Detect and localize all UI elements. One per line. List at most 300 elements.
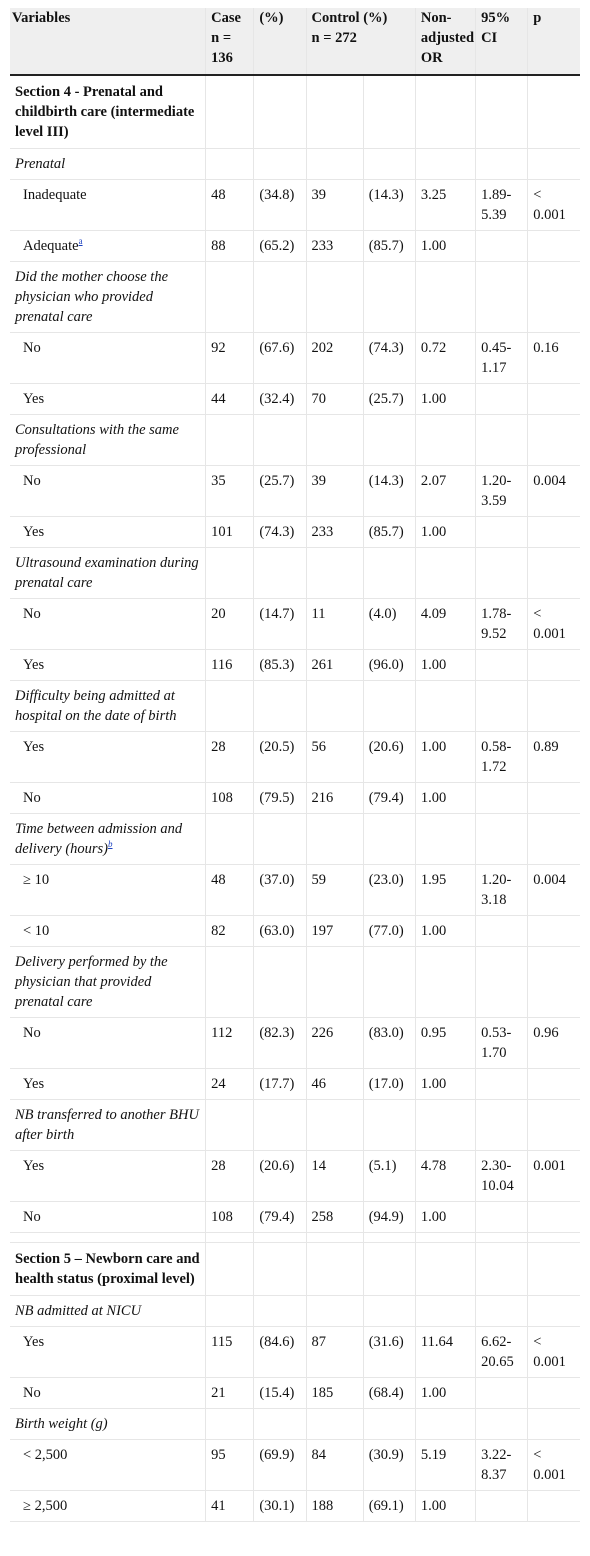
footnote-marker xyxy=(108,839,113,849)
category-label-text: Yes xyxy=(23,657,45,673)
odds-ratio: 1.95 xyxy=(415,865,475,916)
empty-cell xyxy=(476,149,528,180)
case-n: 28 xyxy=(206,1151,254,1202)
confidence-interval xyxy=(476,1491,528,1522)
table-row xyxy=(10,333,580,384)
footnote-marker xyxy=(79,236,83,246)
control-n: 233 xyxy=(306,231,363,262)
variable-group-row xyxy=(10,415,580,466)
control-pct: (94.9) xyxy=(363,1202,415,1233)
empty-cell xyxy=(415,548,475,599)
empty-cell xyxy=(306,1409,363,1440)
confidence-interval xyxy=(476,231,528,262)
table-row xyxy=(10,1069,580,1100)
confidence-interval: 0.45-1.17 xyxy=(476,333,528,384)
header-variables: Variables xyxy=(10,8,206,75)
table-row xyxy=(10,1018,580,1069)
p-value: 0.004 xyxy=(528,865,580,916)
case-n: 116 xyxy=(206,650,254,681)
odds-ratio: 1.00 xyxy=(415,732,475,783)
variable-group-row xyxy=(10,1296,580,1327)
header-or: Non- adjusted OR xyxy=(415,8,475,75)
empty-cell xyxy=(206,814,254,865)
variable-group-row xyxy=(10,262,580,333)
empty-cell xyxy=(306,75,363,149)
variable-group-label xyxy=(10,262,206,333)
empty-cell xyxy=(254,149,306,180)
case-pct: (79.4) xyxy=(254,1202,306,1233)
category-label xyxy=(10,180,206,231)
confidence-interval: 3.22-8.37 xyxy=(476,1440,528,1491)
case-pct: (14.7) xyxy=(254,599,306,650)
empty-cell xyxy=(415,1233,475,1243)
control-n: 46 xyxy=(306,1069,363,1100)
control-pct: (85.7) xyxy=(363,231,415,262)
empty-cell xyxy=(476,1233,528,1243)
variable-group-row xyxy=(10,149,580,180)
case-pct: (32.4) xyxy=(254,384,306,415)
confidence-interval xyxy=(476,916,528,947)
footnote-link[interactable]: a xyxy=(78,236,83,247)
results-table xyxy=(10,8,580,1522)
case-pct: (37.0) xyxy=(254,865,306,916)
category-label xyxy=(10,783,206,814)
category-label xyxy=(10,865,206,916)
empty-cell xyxy=(415,415,475,466)
empty-cell xyxy=(306,1243,363,1296)
empty-cell xyxy=(206,149,254,180)
variable-group-label xyxy=(10,1409,206,1440)
empty-cell xyxy=(363,814,415,865)
control-pct: (96.0) xyxy=(363,650,415,681)
empty-cell xyxy=(415,1243,475,1296)
p-value: < 0.001 xyxy=(528,180,580,231)
category-label-text: Inadequate xyxy=(23,187,87,203)
case-n: 115 xyxy=(206,1327,254,1378)
empty-cell xyxy=(306,1100,363,1151)
section-title-text: Section 5 – Newborn care and health status (proximal level) xyxy=(15,1251,200,1287)
case-n: 28 xyxy=(206,732,254,783)
case-n: 92 xyxy=(206,333,254,384)
case-pct: (17.7) xyxy=(254,1069,306,1100)
table-row xyxy=(10,517,580,548)
case-pct: (25.7) xyxy=(254,466,306,517)
p-value xyxy=(528,231,580,262)
p-value: 0.89 xyxy=(528,732,580,783)
variable-group-label xyxy=(10,415,206,466)
case-pct: (67.6) xyxy=(254,333,306,384)
control-pct: (85.7) xyxy=(363,517,415,548)
empty-cell xyxy=(415,681,475,732)
control-n: 70 xyxy=(306,384,363,415)
control-n: 39 xyxy=(306,466,363,517)
control-pct: (31.6) xyxy=(363,1327,415,1378)
group-label-text: Prenatal xyxy=(15,156,66,172)
odds-ratio: 1.00 xyxy=(415,231,475,262)
empty-cell xyxy=(254,1233,306,1243)
header-row xyxy=(10,8,580,75)
control-pct: (74.3) xyxy=(363,333,415,384)
empty-cell xyxy=(306,1233,363,1243)
p-value xyxy=(528,1202,580,1233)
empty-cell xyxy=(363,1243,415,1296)
empty-cell xyxy=(415,1409,475,1440)
odds-ratio: 1.00 xyxy=(415,916,475,947)
empty-cell xyxy=(415,1296,475,1327)
group-label-text: Consultations with the same professional xyxy=(15,422,179,458)
control-pct: (17.0) xyxy=(363,1069,415,1100)
section-title-text: Section 4 - Prenatal and childbirth care (intermediate level III) xyxy=(15,84,195,140)
empty-cell xyxy=(206,548,254,599)
control-n: 261 xyxy=(306,650,363,681)
odds-ratio: 4.78 xyxy=(415,1151,475,1202)
empty-cell xyxy=(254,548,306,599)
confidence-interval xyxy=(476,1378,528,1409)
odds-ratio: 1.00 xyxy=(415,1378,475,1409)
variable-group-label xyxy=(10,149,206,180)
empty-cell xyxy=(254,415,306,466)
control-pct: (14.3) xyxy=(363,466,415,517)
odds-ratio: 1.00 xyxy=(415,650,475,681)
empty-cell xyxy=(528,947,580,1018)
case-n: 101 xyxy=(206,517,254,548)
empty-cell xyxy=(363,548,415,599)
empty-cell xyxy=(254,1243,306,1296)
category-label-text: Yes xyxy=(23,524,45,540)
empty-cell xyxy=(476,262,528,333)
section-header-row xyxy=(10,1243,580,1296)
empty-cell xyxy=(306,1296,363,1327)
empty-cell xyxy=(415,75,475,149)
variable-group-row xyxy=(10,814,580,865)
p-value: < 0.001 xyxy=(528,1440,580,1491)
table-row xyxy=(10,783,580,814)
control-n: 188 xyxy=(306,1491,363,1522)
empty-cell xyxy=(254,947,306,1018)
empty-cell xyxy=(254,681,306,732)
control-pct: (77.0) xyxy=(363,916,415,947)
control-pct: (68.4) xyxy=(363,1378,415,1409)
empty-cell xyxy=(363,262,415,333)
table-row xyxy=(10,1327,580,1378)
case-n: 41 xyxy=(206,1491,254,1522)
empty-cell xyxy=(206,1409,254,1440)
category-label xyxy=(10,599,206,650)
confidence-interval: 6.62-20.65 xyxy=(476,1327,528,1378)
category-label xyxy=(10,466,206,517)
empty-cell xyxy=(306,548,363,599)
group-label-text: Time between admission and delivery (hours) xyxy=(15,821,183,857)
empty-cell xyxy=(254,1296,306,1327)
control-n: 226 xyxy=(306,1018,363,1069)
empty-cell xyxy=(363,415,415,466)
header-control: Control (%) n = 272 xyxy=(306,8,415,75)
category-label xyxy=(10,1202,206,1233)
p-value xyxy=(528,1069,580,1100)
empty-cell xyxy=(476,681,528,732)
case-pct: (82.3) xyxy=(254,1018,306,1069)
confidence-interval xyxy=(476,783,528,814)
category-label xyxy=(10,517,206,548)
category-label xyxy=(10,916,206,947)
header-case: Case n = 136 xyxy=(206,8,254,75)
group-label-text: Did the mother choose the physician who provided prenatal care xyxy=(15,269,169,325)
control-n: 197 xyxy=(306,916,363,947)
empty-cell xyxy=(415,149,475,180)
empty-cell xyxy=(306,814,363,865)
control-pct: (25.7) xyxy=(363,384,415,415)
p-value: 0.001 xyxy=(528,1151,580,1202)
p-value xyxy=(528,1491,580,1522)
category-label xyxy=(10,384,206,415)
control-n: 84 xyxy=(306,1440,363,1491)
empty-cell xyxy=(363,681,415,732)
control-pct: (30.9) xyxy=(363,1440,415,1491)
variable-group-row xyxy=(10,548,580,599)
case-pct: (65.2) xyxy=(254,231,306,262)
case-n: 21 xyxy=(206,1378,254,1409)
category-label xyxy=(10,1327,206,1378)
category-label-text: < 10 xyxy=(23,923,50,939)
empty-cell xyxy=(476,947,528,1018)
odds-ratio: 0.72 xyxy=(415,333,475,384)
category-label-text: No xyxy=(23,473,41,489)
empty-cell xyxy=(528,1100,580,1151)
empty-cell xyxy=(363,1100,415,1151)
category-label xyxy=(10,333,206,384)
empty-cell xyxy=(206,262,254,333)
empty-cell xyxy=(206,1243,254,1296)
category-label-text: Yes xyxy=(23,391,45,407)
empty-cell xyxy=(476,814,528,865)
category-label xyxy=(10,650,206,681)
odds-ratio: 1.00 xyxy=(415,1069,475,1100)
case-n: 112 xyxy=(206,1018,254,1069)
empty-cell xyxy=(528,75,580,149)
table-row xyxy=(10,599,580,650)
empty-cell xyxy=(415,262,475,333)
control-pct: (79.4) xyxy=(363,783,415,814)
table-row xyxy=(10,384,580,415)
control-pct: (83.0) xyxy=(363,1018,415,1069)
empty-cell xyxy=(476,548,528,599)
empty-cell xyxy=(10,1233,206,1243)
control-n: 202 xyxy=(306,333,363,384)
empty-cell xyxy=(254,262,306,333)
empty-cell xyxy=(415,947,475,1018)
category-label-text: Adequate xyxy=(23,238,79,254)
category-label-text: ≥ 10 xyxy=(23,872,50,888)
empty-cell xyxy=(476,75,528,149)
empty-cell xyxy=(528,415,580,466)
variable-group-row xyxy=(10,681,580,732)
odds-ratio: 2.07 xyxy=(415,466,475,517)
empty-cell xyxy=(206,415,254,466)
variable-group-row xyxy=(10,947,580,1018)
empty-cell xyxy=(206,1100,254,1151)
empty-cell xyxy=(415,814,475,865)
group-label-text: Birth weight (g) xyxy=(15,1416,108,1432)
table-row xyxy=(10,1440,580,1491)
case-pct: (30.1) xyxy=(254,1491,306,1522)
section-spacer xyxy=(10,1233,580,1243)
confidence-interval xyxy=(476,384,528,415)
results-table-container xyxy=(10,8,580,1522)
header-p: p xyxy=(533,10,542,26)
empty-cell xyxy=(528,681,580,732)
odds-ratio: 1.00 xyxy=(415,783,475,814)
p-value xyxy=(528,384,580,415)
case-pct: (74.3) xyxy=(254,517,306,548)
empty-cell xyxy=(306,947,363,1018)
confidence-interval: 1.20-3.18 xyxy=(476,865,528,916)
category-label-text: ≥ 2,500 xyxy=(23,1498,68,1514)
odds-ratio: 1.00 xyxy=(415,517,475,548)
odds-ratio: 1.00 xyxy=(415,1202,475,1233)
table-row xyxy=(10,650,580,681)
control-pct: (14.3) xyxy=(363,180,415,231)
case-n: 108 xyxy=(206,783,254,814)
control-n: 59 xyxy=(306,865,363,916)
table-row xyxy=(10,865,580,916)
case-pct: (69.9) xyxy=(254,1440,306,1491)
group-label-text: Ultrasound examination during prenatal care xyxy=(15,555,199,591)
p-value: 0.004 xyxy=(528,466,580,517)
empty-cell xyxy=(415,1100,475,1151)
confidence-interval: 1.89-5.39 xyxy=(476,180,528,231)
table-row xyxy=(10,466,580,517)
empty-cell xyxy=(528,1243,580,1296)
empty-cell xyxy=(528,1296,580,1327)
empty-cell xyxy=(206,681,254,732)
control-n: 39 xyxy=(306,180,363,231)
category-label xyxy=(10,1069,206,1100)
empty-cell xyxy=(476,415,528,466)
section-title xyxy=(10,1243,206,1296)
variable-group-label xyxy=(10,548,206,599)
control-pct: (23.0) xyxy=(363,865,415,916)
control-n: 87 xyxy=(306,1327,363,1378)
case-n: 24 xyxy=(206,1069,254,1100)
category-label xyxy=(10,1440,206,1491)
empty-cell xyxy=(528,548,580,599)
table-header xyxy=(10,8,580,75)
empty-cell xyxy=(476,1243,528,1296)
p-value xyxy=(528,517,580,548)
confidence-interval: 0.53-1.70 xyxy=(476,1018,528,1069)
table-row xyxy=(10,916,580,947)
empty-cell xyxy=(306,681,363,732)
confidence-interval: 1.20-3.59 xyxy=(476,466,528,517)
empty-cell xyxy=(476,1296,528,1327)
p-value xyxy=(528,650,580,681)
control-n: 185 xyxy=(306,1378,363,1409)
table-row xyxy=(10,732,580,783)
category-label-text: Yes xyxy=(23,1076,45,1092)
odds-ratio: 0.95 xyxy=(415,1018,475,1069)
case-n: 108 xyxy=(206,1202,254,1233)
table-row xyxy=(10,1202,580,1233)
empty-cell xyxy=(363,947,415,1018)
category-label xyxy=(10,732,206,783)
group-label-text: NB admitted at NICU xyxy=(15,1303,142,1319)
p-value: 0.16 xyxy=(528,333,580,384)
empty-cell xyxy=(528,814,580,865)
control-pct: (69.1) xyxy=(363,1491,415,1522)
category-label xyxy=(10,1018,206,1069)
case-n: 20 xyxy=(206,599,254,650)
variable-group-label xyxy=(10,947,206,1018)
empty-cell xyxy=(306,415,363,466)
variable-group-label xyxy=(10,1100,206,1151)
empty-cell xyxy=(254,75,306,149)
odds-ratio: 4.09 xyxy=(415,599,475,650)
empty-cell xyxy=(206,947,254,1018)
section-header-row xyxy=(10,75,580,149)
variable-group-row xyxy=(10,1409,580,1440)
p-value xyxy=(528,1378,580,1409)
variable-group-label xyxy=(10,814,206,865)
empty-cell xyxy=(476,1409,528,1440)
empty-cell xyxy=(363,75,415,149)
table-row xyxy=(10,1491,580,1522)
case-pct: (85.3) xyxy=(254,650,306,681)
variable-group-row xyxy=(10,1100,580,1151)
case-pct: (84.6) xyxy=(254,1327,306,1378)
odds-ratio: 1.00 xyxy=(415,384,475,415)
control-n: 11 xyxy=(306,599,363,650)
table-row xyxy=(10,1378,580,1409)
empty-cell xyxy=(363,1409,415,1440)
empty-cell xyxy=(363,1296,415,1327)
case-pct: (34.8) xyxy=(254,180,306,231)
confidence-interval xyxy=(476,1202,528,1233)
footnote-link[interactable]: b xyxy=(108,839,113,850)
category-label xyxy=(10,1151,206,1202)
category-label-text: No xyxy=(23,606,41,622)
empty-cell xyxy=(528,149,580,180)
case-pct: (79.5) xyxy=(254,783,306,814)
odds-ratio: 3.25 xyxy=(415,180,475,231)
case-n: 82 xyxy=(206,916,254,947)
category-label xyxy=(10,231,206,262)
case-n: 48 xyxy=(206,865,254,916)
case-n: 88 xyxy=(206,231,254,262)
confidence-interval xyxy=(476,517,528,548)
confidence-interval xyxy=(476,650,528,681)
category-label-text: No xyxy=(23,340,41,356)
category-label-text: No xyxy=(23,1209,41,1225)
case-pct: (20.6) xyxy=(254,1151,306,1202)
header-case-pct: (%) xyxy=(254,8,306,75)
p-value: < 0.001 xyxy=(528,599,580,650)
control-n: 14 xyxy=(306,1151,363,1202)
case-pct: (20.5) xyxy=(254,732,306,783)
category-label-text: No xyxy=(23,790,41,806)
table-row xyxy=(10,231,580,262)
variable-group-label xyxy=(10,681,206,732)
p-value: < 0.001 xyxy=(528,1327,580,1378)
group-label-text: Delivery performed by the physician that provided prenatal care xyxy=(15,954,168,1010)
category-label-text: Yes xyxy=(23,1158,45,1174)
empty-cell xyxy=(306,149,363,180)
empty-cell xyxy=(254,1409,306,1440)
category-label-text: No xyxy=(23,1025,41,1041)
empty-cell xyxy=(254,1100,306,1151)
confidence-interval: 1.78-9.52 xyxy=(476,599,528,650)
category-label-text: < 2,500 xyxy=(23,1447,68,1463)
category-label-text: No xyxy=(23,1385,41,1401)
